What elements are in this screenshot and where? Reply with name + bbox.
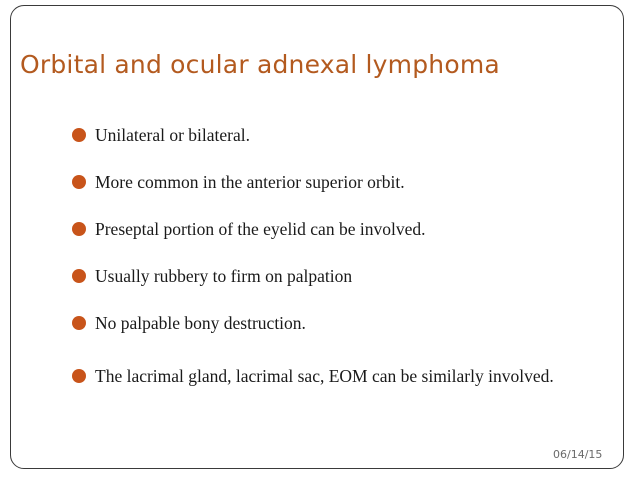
bullet-dot-icon [72, 369, 86, 383]
bullet-item [72, 263, 612, 289]
slide-title: Orbital and ocular adnexal lymphoma [20, 50, 500, 79]
bullet-text: Unilateral or bilateral. [95, 125, 250, 145]
bullet-text: No palpable bony destruction. [95, 313, 306, 333]
bullet-item [72, 169, 612, 195]
bullet-item [72, 357, 612, 395]
bullet-item [72, 122, 612, 148]
bullet-item [72, 310, 612, 336]
slide-date: 06/14/15 [553, 448, 603, 461]
bullet-dot-icon [72, 128, 86, 142]
bullet-text: Preseptal portion of the eyelid can be involved. [95, 219, 426, 239]
bullet-text: The lacrimal gland, lacrimal sac, EOM can be similarly involved. [95, 366, 554, 386]
bullet-list [72, 122, 612, 395]
bullet-dot-icon [72, 222, 86, 236]
bullet-text: Usually rubbery to firm on palpation [95, 266, 353, 286]
bullet-item [72, 216, 612, 242]
bullet-text: More common in the anterior superior orbit. [95, 172, 405, 192]
bullet-dot-icon [72, 175, 86, 189]
bullet-dot-icon [72, 316, 86, 330]
bullet-dot-icon [72, 269, 86, 283]
